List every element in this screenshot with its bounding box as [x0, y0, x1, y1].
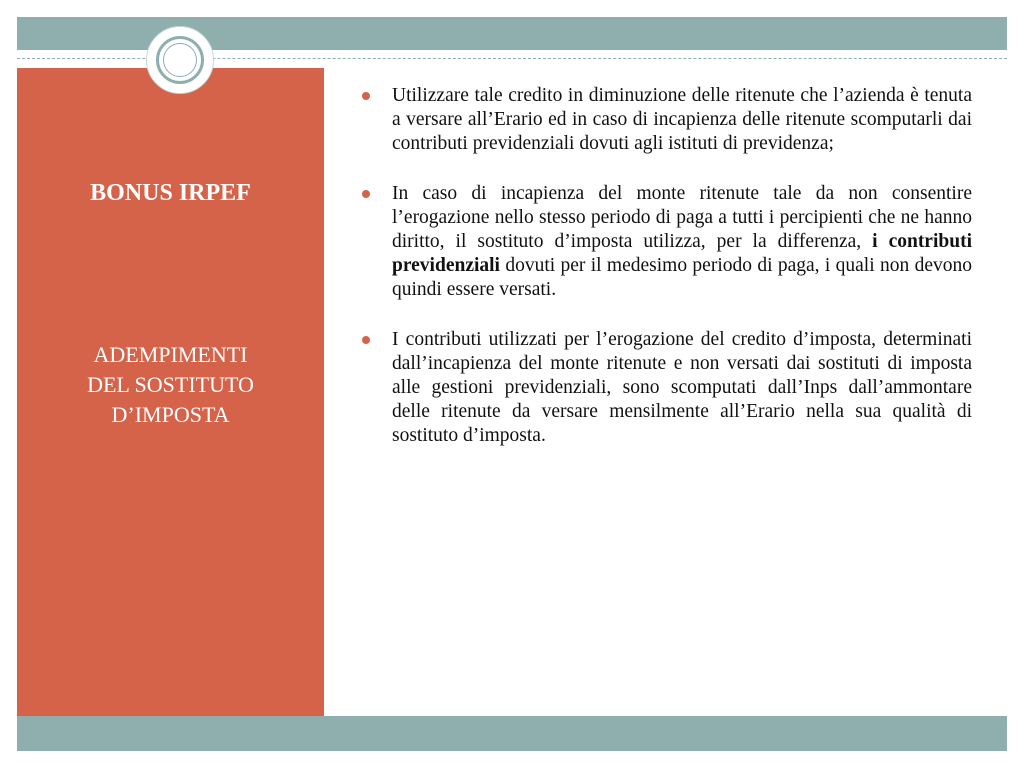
circle-ornament-icon: [146, 26, 214, 94]
subtitle-line: DEL SOSTITUTO: [87, 372, 254, 397]
bullet-list: [360, 84, 972, 474]
bullet-text-start: In caso di incapienza del monte ritenute tale da non consentire l’erogazione nello stesso periodo di paga a tutti i percipienti che ne hanno diritto, il sostituto d’imposta utilizza, per la differenza,: [392, 183, 972, 252]
bullet-dot-icon: [362, 190, 370, 198]
bullet-item: [360, 182, 972, 302]
bullet-text: Utilizzare tale credito in diminuzione delle ritenute che l’azienda è tenuta a versare all’Erario ed in caso di incapienza delle ritenute scomputarli dai contributi previdenziali dovuti agli istituti di previdenza;: [392, 85, 972, 154]
circle-ornament-inner-ring: [163, 43, 197, 77]
bullet-item: [360, 84, 972, 156]
bullet-text: I contributi utilizzati per l’erogazione del credito d’imposta, determinati dall’incapienza del monte ritenute e non versati dai sostituti di imposta alle gestioni previdenziali, sono scomputati dall’Inps dall’ammontare delle ritenute da versare mensilmente all’Erario nella sua qualità di sostituto d’imposta.: [392, 329, 972, 446]
bullet-dot-icon: [362, 336, 370, 344]
bullet-item: [360, 328, 972, 448]
bullet-dot-icon: [362, 92, 370, 100]
circle-ornament-ring: [156, 36, 204, 84]
slide-title: BONUS IRPEF: [90, 180, 251, 206]
subtitle-line: D’IMPOSTA: [111, 402, 230, 427]
bullet-text-end: dovuti per il medesimo periodo di paga, i quali non devono quindi essere versati.: [392, 255, 972, 300]
bullet-text-emphasis: i contributi previdenziali: [392, 231, 972, 276]
subtitle-line: ADEMPIMENTI: [93, 342, 248, 367]
slide-subtitle: [17, 340, 324, 430]
bottom-band: [17, 716, 1007, 751]
